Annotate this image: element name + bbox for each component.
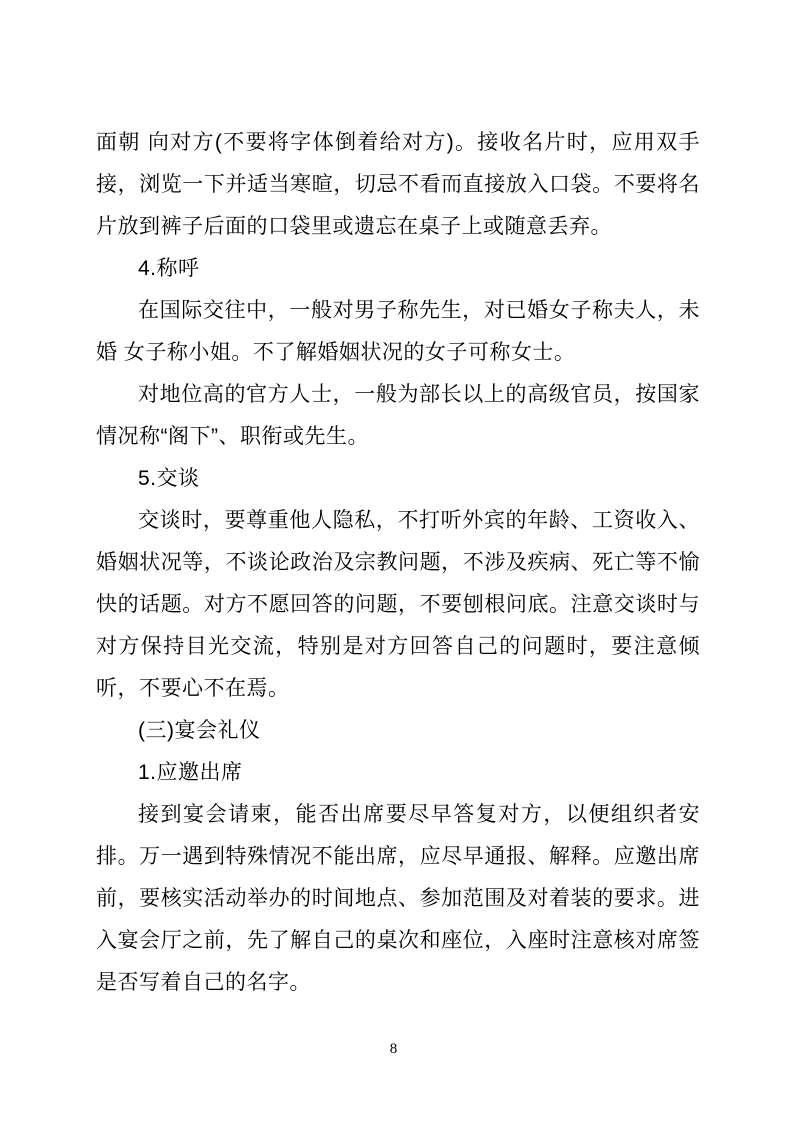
page-number: 8 [389,1041,398,1057]
document-body [96,0,700,1004]
paragraph-addressing-officials: 对地位高的官方人士，一般为部长以上的高级官员，按国家情况称“阁下”、职衔或先生。 [96,383,700,448]
paragraph-banquet-invitation: 接到宴会请柬，能否出席要尽早答复对方，以便组织者安排。万一遇到特殊情况不能出席，应尽早通报、解释。应邀出席前，要核实活动举办的时间地点、参加范围及对着装的要求。进入宴会厅之前，先了解自己的桌次和座位，入座时注意核对席签是否写着自己的名字。 [96,803,700,994]
section-heading-1-attend-invitation: 1.应邀出席 [138,761,243,784]
paragraph-business-card-continued: 面朝 向对方(不要将字体倒着给对方)。接收名片时，应用双手接，浏览一下并适当寒暄，切忌不看而直接放入口袋。不要将名片放到裤子后面的口袋里或遗忘在桌子上或随意丢弃。 [96,131,700,238]
section-heading-4-chenghu: 4.称呼 [138,257,200,280]
paragraph-addressing-people: 在国际交往中，一般对男子称先生，对已婚女子称夫人，未婚 女子称小姐。不了解婚姻状况的女子可称女士。 [96,299,700,364]
section-heading-banquet-etiquette: (三)宴会礼仪 [138,719,261,742]
section-heading-5-jiaotan: 5.交谈 [138,467,200,490]
paragraph-conversation-etiquette: 交谈时，要尊重他人隐私，不打听外宾的年龄、工资收入、婚姻状况等，不谈论政治及宗教问题，不涉及疾病、死亡等不愉快的话题。对方不愿回答的问题，不要刨根问底。注意交谈时与对方保持目光交流，特别是对方回答自己的问题时，要注意倾听，不要心不在焉。 [96,509,700,700]
